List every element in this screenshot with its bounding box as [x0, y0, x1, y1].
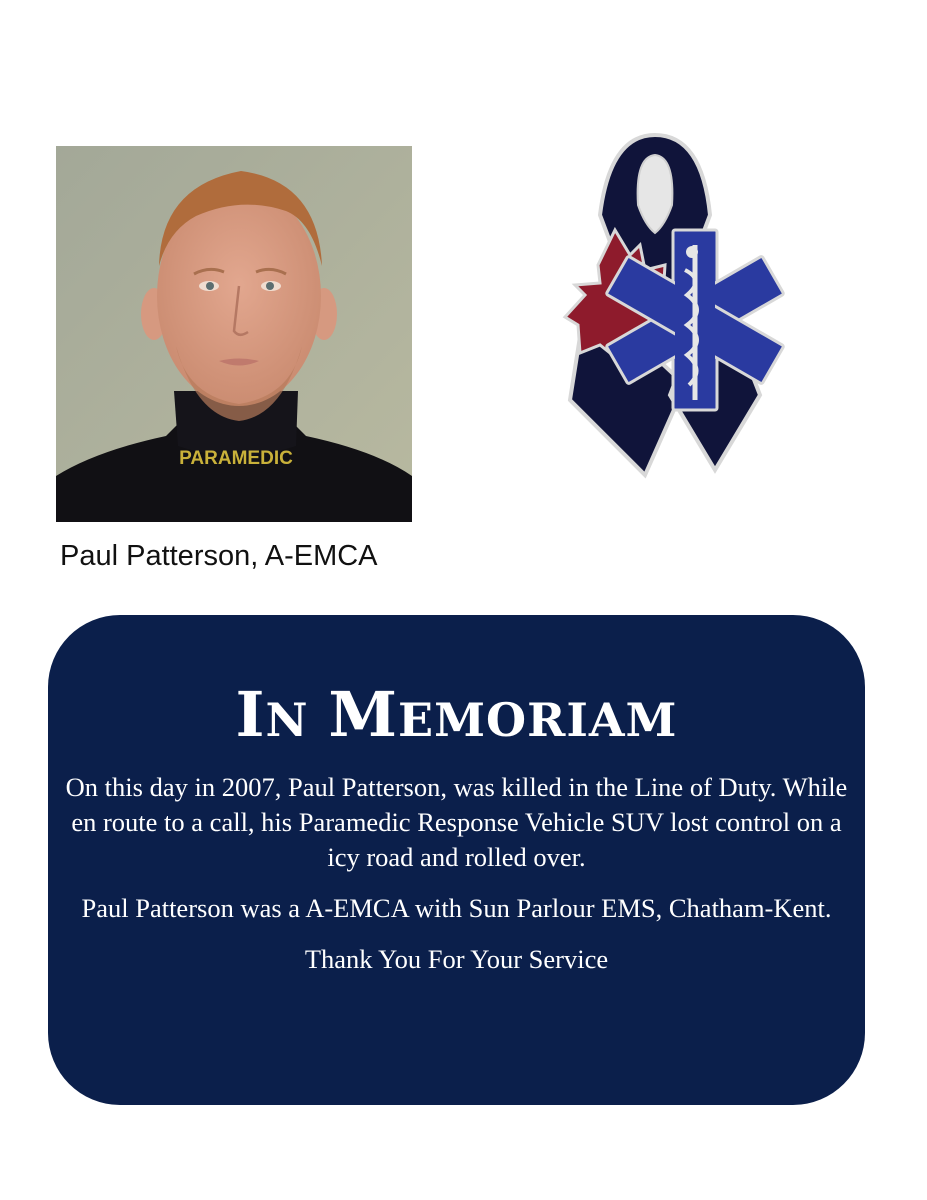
memorial-paragraph-incident: On this day in 2007, Paul Patterson, was killed in the Line of Duty. While en route to a call, his Paramedic Response Vehicle SUV lost control on a icy road and rolled over. [65, 772, 848, 872]
title-rest-n: N [265, 693, 309, 747]
portrait-image [56, 146, 412, 522]
ribbon-pin-icon [480, 95, 830, 505]
memorial-paragraph-affiliation: Paul Patterson was a A-EMCA with Sun Parlour EMS, Chatham-Kent. [81, 893, 832, 923]
title-rest-emoriam: EMORIAM [398, 693, 678, 747]
memorial-card [48, 615, 865, 1105]
memorial-title [48, 678, 865, 751]
shirt-text: PARAMEDIC [179, 448, 293, 469]
title-initial-i: I [235, 678, 266, 751]
memorial-ribbon-pin [480, 95, 830, 505]
portrait-photo [56, 146, 412, 522]
portrait-caption: Paul Patterson, A-EMCA [60, 540, 378, 572]
title-initial-m: M [328, 678, 399, 751]
memorial-paragraph-thanks: Thank You For Your Service [304, 944, 609, 974]
